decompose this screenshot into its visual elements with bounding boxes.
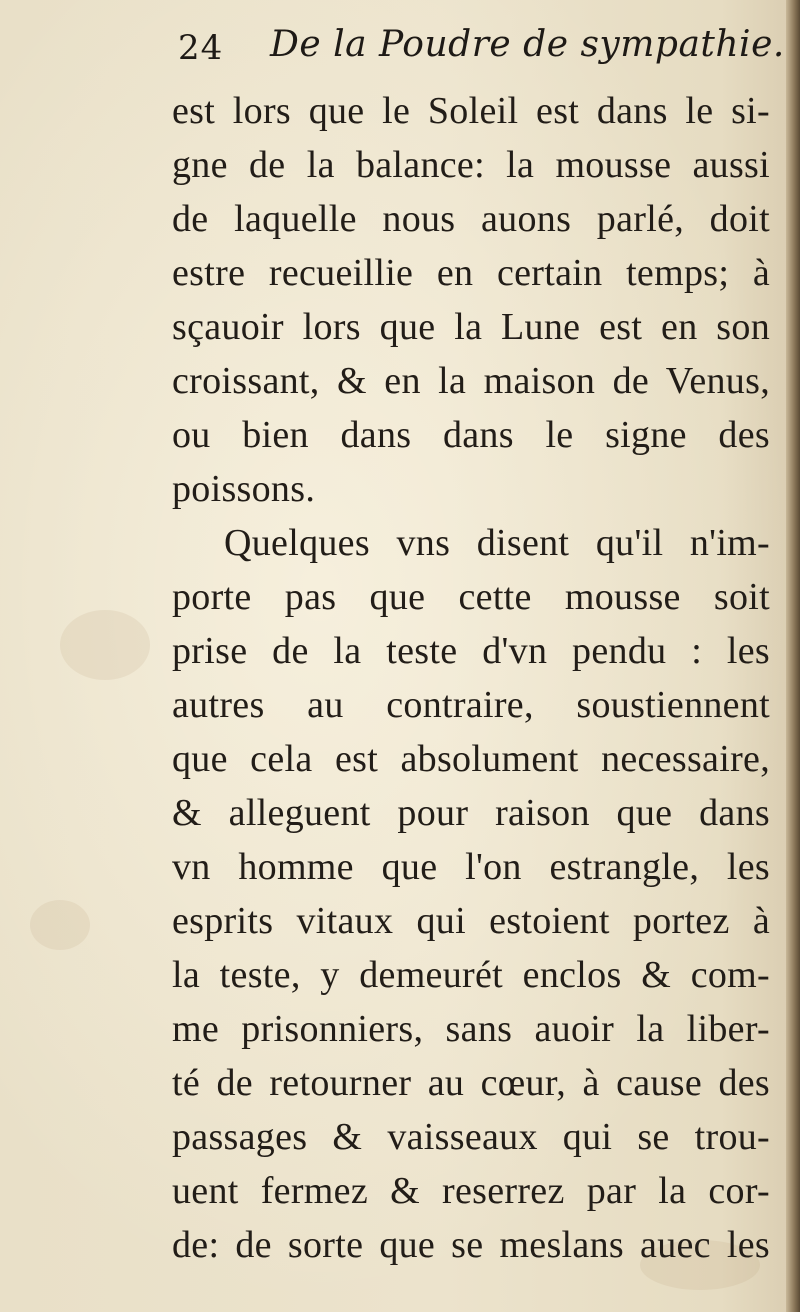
text-line: sçauoir lors que la Lune est en son [172, 306, 770, 348]
text-line: & alleguent pour raison que dans [172, 792, 770, 834]
text-line: passages & vaisseaux qui se trou- [172, 1116, 770, 1158]
body-text [172, 84, 770, 1272]
text-line: uent fermez & reserrez par la cor- [172, 1170, 770, 1212]
page-number: 24 [178, 28, 224, 68]
page-gutter-shadow [786, 0, 800, 1312]
paragraph-first-line: Quelques vns disent qu'il n'im- [224, 522, 770, 564]
paper-stain [30, 900, 90, 950]
text-line: de laquelle nous auons parlé, doit [172, 198, 770, 240]
text-line: ou bien dans dans le signe des [172, 414, 770, 456]
text-line: prise de la teste d'vn pendu : les [172, 630, 770, 672]
text-line: que cela est absolument necessaire, [172, 738, 770, 780]
text-line: la teste, y demeurét enclos & com- [172, 954, 770, 996]
text-line: porte pas que cette mousse soit [172, 576, 770, 618]
text-line: vn homme que l'on estrangle, les [172, 846, 770, 888]
text-line: té de retourner au cœur, à cause des [172, 1062, 770, 1104]
text-line: autres au contraire, soustiennent [172, 684, 770, 726]
running-title: De la Poudre de sympathie. [270, 24, 785, 65]
text-line: poissons. [172, 468, 316, 510]
text-line: de: de sorte que se meslans auec les [172, 1224, 770, 1266]
text-line: gne de la balance: la mousse aussi [172, 144, 770, 186]
text-line: estre recueillie en certain temps; à [172, 252, 770, 294]
paper-stain [60, 610, 150, 680]
text-line: croissant, & en la maison de Venus, [172, 360, 770, 402]
text-line: est lors que le Soleil est dans le si- [172, 90, 770, 132]
text-line: esprits vitaux qui estoient portez à [172, 900, 770, 942]
text-line: me prisonniers, sans auoir la liber- [172, 1008, 770, 1050]
